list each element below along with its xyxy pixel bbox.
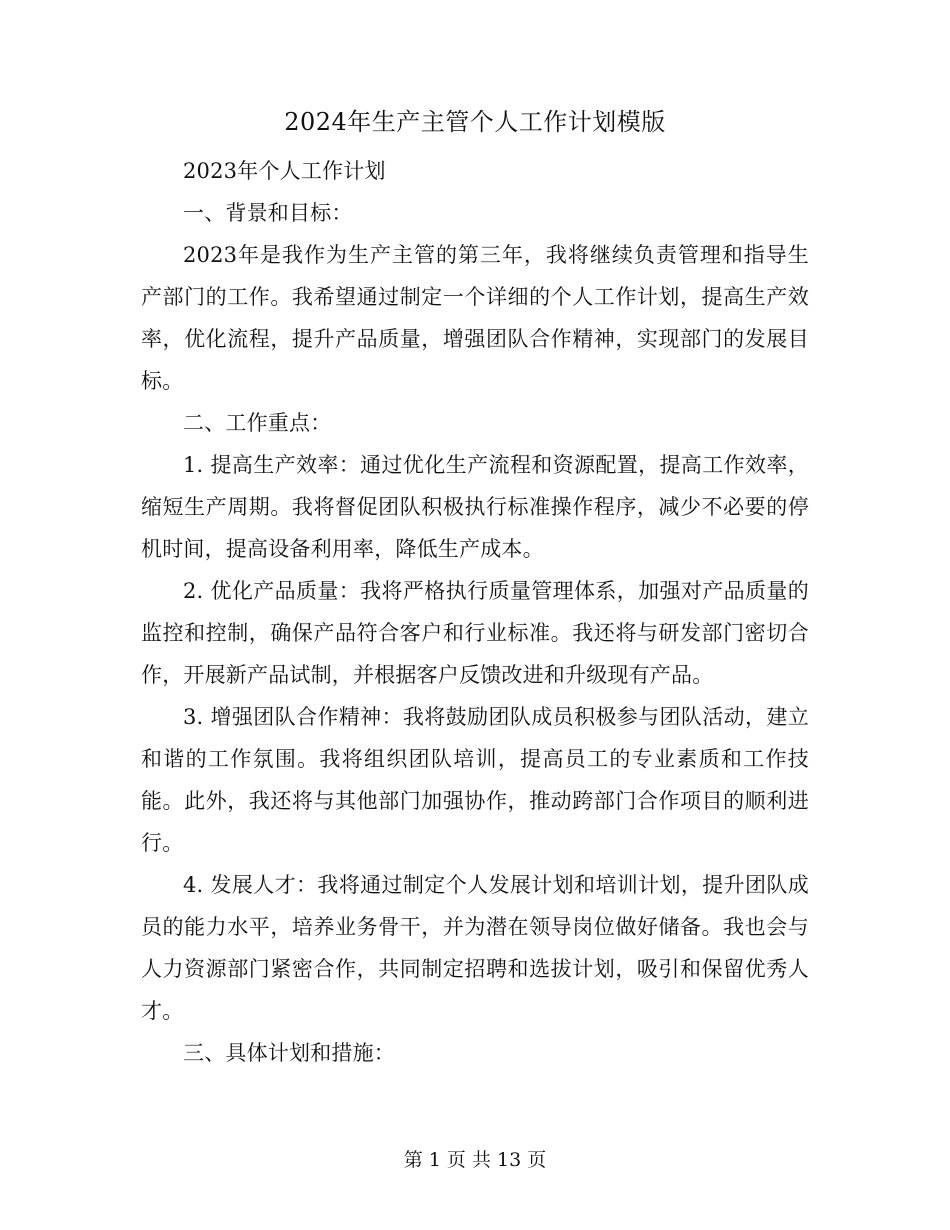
paragraph-background: 2023年是我作为生产主管的第三年，我将继续负责管理和指导生产部门的工作。我希望通过制定一个详细的个人工作计划，提高生产效率，优化流程，提升产品质量，增强团队合作精神，实现部门的发展目标。 <box>141 243 809 393</box>
paragraph-heading-plan: 三、具体计划和措施： <box>183 1041 395 1065</box>
paragraph-focus-3: 3. 增强团队合作精神：我将鼓励团队成员积极参与团队活动，建立和谐的工作氛围。我将组织团队培训，提高员工的专业素质和工作技能。此外，我还将与其他部门加强协作，推动跨部门合作项目的顺利进行。 <box>141 705 809 855</box>
document-body <box>141 150 809 1074</box>
paragraph-heading-background: 一、背景和目标： <box>183 201 353 225</box>
paragraph-heading-focus: 二、工作重点： <box>183 411 332 435</box>
paragraph-focus-2: 2. 优化产品质量：我将严格执行质量管理体系，加强对产品质量的监控和控制，确保产品符合客户和行业标准。我还将与研发部门密切合作，开展新产品试制，并根据客户反馈改进和升级现有产品。 <box>141 579 809 687</box>
page-number-footer: 第 1 页 共 13 页 <box>403 1149 547 1171</box>
paragraph-focus-4: 4. 发展人才：我将通过制定个人发展计划和培训计划，提升团队成员的能力水平，培养业务骨干，并为潜在领导岗位做好储备。我也会与人力资源部门紧密合作，共同制定招聘和选拔计划，吸引和保留优秀人才。 <box>141 873 809 1023</box>
paragraph-subtitle: 2023年个人工作计划 <box>183 159 386 183</box>
document-title: 2024年生产主管个人工作计划模版 <box>284 108 666 136</box>
paragraph-focus-1: 1. 提高生产效率：通过优化生产流程和资源配置，提高工作效率，缩短生产周期。我将督促团队积极执行标准操作程序，减少不必要的停机时间，提高设备利用率，降低生产成本。 <box>141 453 809 561</box>
